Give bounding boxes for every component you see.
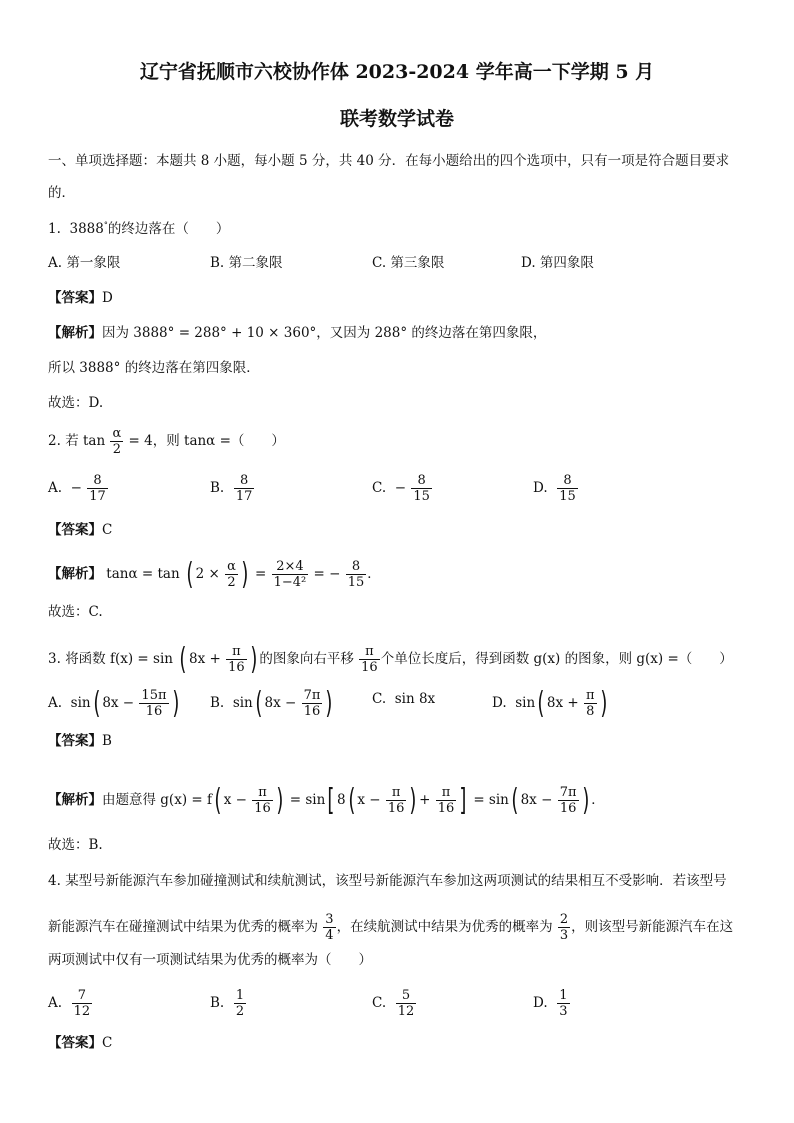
q3-b-den: 16 [303, 704, 321, 719]
q2-answer [48, 521, 112, 539]
q3-frac2-num: π [359, 644, 380, 660]
q2-a-letter: A. [48, 480, 63, 496]
right-paren: ) [599, 685, 607, 721]
right-paren: ) [171, 685, 179, 721]
q2-an-f3-num: 8 [346, 559, 367, 575]
q4-f2-den: 3 [559, 928, 569, 943]
q1-stem-text: 的终边落在（ ） [107, 221, 230, 237]
q3-frac2-den: 16 [361, 660, 378, 675]
q2-a-sign: − [70, 480, 82, 496]
q3-an-d: 8 [337, 792, 346, 808]
q3-an-frac2 [386, 785, 407, 816]
q2-option-b [210, 473, 255, 504]
q3-an-g: 8x − [520, 792, 553, 808]
q2-stem [48, 426, 285, 457]
q4-stem-frac2 [558, 912, 570, 943]
q4-option-c [372, 988, 417, 1019]
q3-a-frac [139, 688, 168, 719]
q4-answer [48, 1034, 112, 1052]
q3-a-den: 16 [145, 704, 163, 719]
q1-analysis-cont: 所以 3888° 的终边落在第四象限． [48, 360, 260, 376]
q2-d-num: 8 [557, 473, 578, 489]
left-paren: ( [214, 782, 222, 818]
q3-b-num: 7π [303, 688, 321, 703]
right-paren: ) [241, 556, 249, 592]
q3-an-f4-den: 16 [559, 801, 577, 816]
q4-option-b [210, 988, 247, 1019]
q3-an-frac3 [436, 785, 457, 816]
q4-c-letter: C. [372, 995, 387, 1011]
q2-an-f1-num: α [227, 559, 236, 574]
q4-d-frac [557, 988, 569, 1019]
q2-an-f2-num: 2×4 [272, 559, 309, 575]
left-paren: ( [179, 641, 187, 677]
q4-answer-value: C [102, 1035, 113, 1051]
q3-option-c [372, 690, 435, 708]
q3-a-letter: A. [48, 695, 63, 711]
q2-option-d [533, 473, 579, 504]
q2-answer-value: C [102, 522, 113, 538]
left-paren: ( [186, 556, 194, 592]
q2-b-fraction [234, 473, 255, 504]
q3-an-e: + [419, 792, 431, 808]
q3-d-frac [584, 688, 597, 719]
q4-f1-num: 3 [325, 912, 334, 927]
q1-option-b: B. 第二象限 [210, 255, 283, 271]
q4-b-letter: B. [210, 995, 225, 1011]
q2-option-a [48, 473, 109, 504]
q4-stem-text2a: 新能源汽车在碰撞测试中结果为优秀的概率为 [48, 919, 318, 935]
q4-d-letter: D. [533, 995, 548, 1011]
q3-an-f1-num: π [252, 785, 273, 801]
answer-label: 【答案】 [48, 522, 102, 538]
q4-a-letter: A. [48, 995, 63, 1011]
q2-an-f2-den: 1−4² [273, 575, 307, 590]
q3-b-inner: 8x − [264, 695, 297, 711]
q3-stem-inner: 8x + [188, 651, 221, 667]
q4-stem-frac1 [323, 912, 335, 943]
q4-a-frac [72, 988, 93, 1019]
q2-frac-den: 2 [112, 442, 121, 457]
left-bracket: [ [327, 782, 335, 818]
q3-d-num: π [586, 688, 595, 703]
q1-conclusion: 故选：D. [48, 395, 104, 411]
left-paren: ( [537, 685, 545, 721]
q2-a-fraction [87, 473, 108, 504]
q3-stem-frac [226, 644, 247, 675]
right-paren: ) [276, 782, 284, 818]
q3-stem-shift: 的图象向右平移 [259, 651, 354, 667]
q4-number: 4. [48, 873, 61, 889]
q2-c-fraction [411, 473, 432, 504]
left-paren: ( [347, 782, 356, 818]
q4-a-num: 7 [72, 988, 93, 1004]
q2-stem-prefix: 若 tan [65, 433, 106, 449]
q1-analysis [48, 324, 546, 342]
q3-an-f3-num: π [436, 785, 457, 801]
q4-c-frac [396, 988, 417, 1019]
q3-b-sin: sin [232, 695, 253, 711]
q4-f2-num: 2 [559, 912, 569, 927]
q3-answer [48, 732, 112, 750]
q3-stem-func: 将函数 f(x) = sin [65, 651, 173, 667]
q4-option-a [48, 988, 93, 1019]
right-bracket: ] [459, 782, 467, 818]
right-paren: ) [409, 782, 417, 818]
q3-c-text: sin 8x [394, 691, 436, 707]
q1-option-c: C. 第三象限 [372, 255, 445, 271]
q4-c-den: 12 [397, 1004, 415, 1019]
q4-f1-den: 4 [325, 928, 334, 943]
exam-title: 辽宁省抚顺市六校协作体 2023-2024 学年高一下学期 5 月 [139, 61, 655, 83]
q3-number: 3. [48, 651, 61, 667]
q2-analysis-tan: tanα = tan [106, 566, 180, 582]
q3-an-f3-den: 16 [437, 801, 455, 816]
section-intro: 一、单项选择题：本题共 8 小题，每小题 5 分，共 40 分．在每小题给出的四个选项中，只有一项是符合题目要求 [48, 153, 730, 169]
q3-an-f: = sin [473, 792, 509, 808]
q1-analysis-text: 因为 3888° = 288° + 10 × 360°，又因为 288° 的终边落在第四象限， [102, 325, 547, 341]
q3-b-letter: B. [210, 695, 225, 711]
q3-d-sin: sin [515, 695, 536, 711]
q3-d-letter: D. [492, 695, 507, 711]
answer-label: 【答案】 [48, 290, 102, 306]
left-paren: ( [92, 685, 100, 721]
q2-c-den: 15 [413, 489, 430, 504]
q2-stem-mid: = 4，则 tanα =（ ） [128, 433, 285, 449]
q4-b-num: 1 [235, 988, 245, 1003]
right-paren: ) [249, 641, 258, 677]
q3-d-den: 8 [586, 704, 595, 719]
q3-frac-num: π [226, 644, 247, 660]
q2-a-den: 17 [89, 489, 106, 504]
right-paren: ) [581, 782, 589, 818]
q4-stem-line3: 两项测试中仅有一项测试结果为优秀的概率为（ ） [48, 952, 372, 968]
q3-analysis: 【解析】由题意得 g(x) = f( x − $\frac{\pi}{16}$ ) = sin[ 8( x − $\frac{\pi}{16}$ ) + $\frac{\pi}{16}$ ] = sin( 8x − $\frac{7\pi}{16}$ ) ． [48, 782, 605, 818]
q2-analysis: 【解析】 tanα = tan ( 2 × $\frac{\alpha}{2}$ ) = $\frac{2\times 4}{\text{1−4²}}$ = − $\frac{8}{15}$ ． [48, 556, 381, 592]
q4-d-den: 3 [559, 1004, 568, 1019]
left-paren: ( [255, 685, 263, 721]
q3-option-d [492, 685, 609, 721]
q2-stem-fraction [110, 426, 123, 457]
q3-answer-value: B [102, 733, 112, 749]
answer-label: 【答案】 [48, 1035, 102, 1051]
q4-b-frac [234, 988, 246, 1019]
exam-subtitle: 联考数学试卷 [339, 108, 454, 130]
q2-c-sign: − [394, 480, 407, 496]
q4-stem-text2c: ，则该型号新能源汽车在这 [571, 919, 734, 935]
q3-an-frac4 [558, 785, 579, 816]
q3-option-a [48, 685, 181, 721]
q4-stem-text1: 某型号新能源汽车参加碰撞测试和续航测试，该型号新能源汽车参加这两项测试的结果相互不受影响．若该型号 [65, 873, 727, 889]
q2-option-c [372, 473, 433, 504]
q2-b-den: 17 [235, 489, 253, 504]
section-intro-cont: 的． [48, 185, 75, 201]
q4-a-den: 12 [73, 1004, 91, 1019]
q2-c-letter: C. [372, 480, 387, 496]
q3-an-b2: x − [357, 792, 381, 808]
q2-b-letter: B. [210, 480, 225, 496]
q3-an-f1-den: 16 [254, 801, 271, 816]
q4-b-den: 2 [235, 1004, 245, 1019]
analysis-label: 【解析】 [48, 792, 102, 808]
q1-answer [48, 289, 113, 307]
q4-stem-line2 [48, 912, 733, 943]
q3-d-inner: 8x + [546, 695, 579, 711]
q3-stem [48, 641, 733, 677]
q3-stem-frac2 [359, 644, 380, 675]
q2-d-fraction [557, 473, 578, 504]
q2-b-num: 8 [234, 473, 255, 489]
q2-an-f3-den: 15 [347, 575, 365, 590]
q1-number: 1. [48, 221, 61, 237]
q3-an-f2-num: π [386, 785, 407, 801]
q2-a-num: 8 [87, 473, 108, 489]
q2-d-letter: D. [533, 480, 548, 496]
q2-number: 2. [48, 433, 61, 449]
q4-c-num: 5 [396, 988, 417, 1004]
q2-analysis-frac1 [225, 559, 238, 590]
q1-stem [48, 220, 229, 238]
q2-frac-num: α [112, 426, 122, 441]
analysis-label: 【解析】 [48, 325, 102, 341]
q3-an-b: x − [223, 792, 247, 808]
q3-b-frac [302, 688, 323, 719]
q2-c-num: 8 [411, 473, 432, 489]
q3-conclusion: 故选：B. [48, 837, 103, 853]
q4-d-num: 1 [559, 988, 568, 1003]
q4-stem-line1 [48, 872, 727, 890]
q3-frac-den: 16 [228, 660, 245, 675]
q1-option-a: A. 第一象限 [48, 255, 121, 271]
q1-value: 3888 [69, 221, 104, 237]
q1-deg: ° [103, 220, 108, 230]
left-paren: ( [511, 782, 519, 818]
q2-d-den: 15 [559, 489, 576, 504]
q4-option-d [533, 988, 571, 1019]
q2-analysis-frac3 [346, 559, 367, 590]
q4-stem-text2b: ，在续航测试中结果为优秀的概率为 [336, 919, 553, 935]
q3-an-f4-num: 7π [559, 785, 577, 800]
q1-option-d: D. 第四象限 [521, 255, 594, 271]
q3-stem-question: 个单位长度后，得到函数 g(x) 的图象，则 g(x) =（ ） [380, 651, 733, 667]
q2-analysis-frac2 [272, 559, 309, 590]
right-paren: ) [325, 685, 333, 721]
q3-an-a: 由题意得 g(x) = f [102, 792, 212, 808]
q2-analysis-two: 2 × [195, 566, 220, 582]
q2-an-f1-den: 2 [227, 575, 236, 590]
q3-c-letter: C. [372, 691, 387, 707]
q2-conclusion: 故选：C. [48, 604, 103, 620]
q3-a-inner: 8x − [102, 695, 135, 711]
analysis-label: 【解析】 [48, 566, 102, 582]
q3-option-b [210, 685, 335, 721]
q3-a-num: 15π [141, 688, 167, 703]
answer-label: 【答案】 [48, 733, 102, 749]
q1-answer-value: D [102, 290, 113, 306]
q3-a-sin: sin [70, 695, 91, 711]
q3-an-frac1 [252, 785, 273, 816]
q3-an-c: = sin [289, 792, 326, 808]
q3-an-f2-den: 16 [387, 801, 405, 816]
